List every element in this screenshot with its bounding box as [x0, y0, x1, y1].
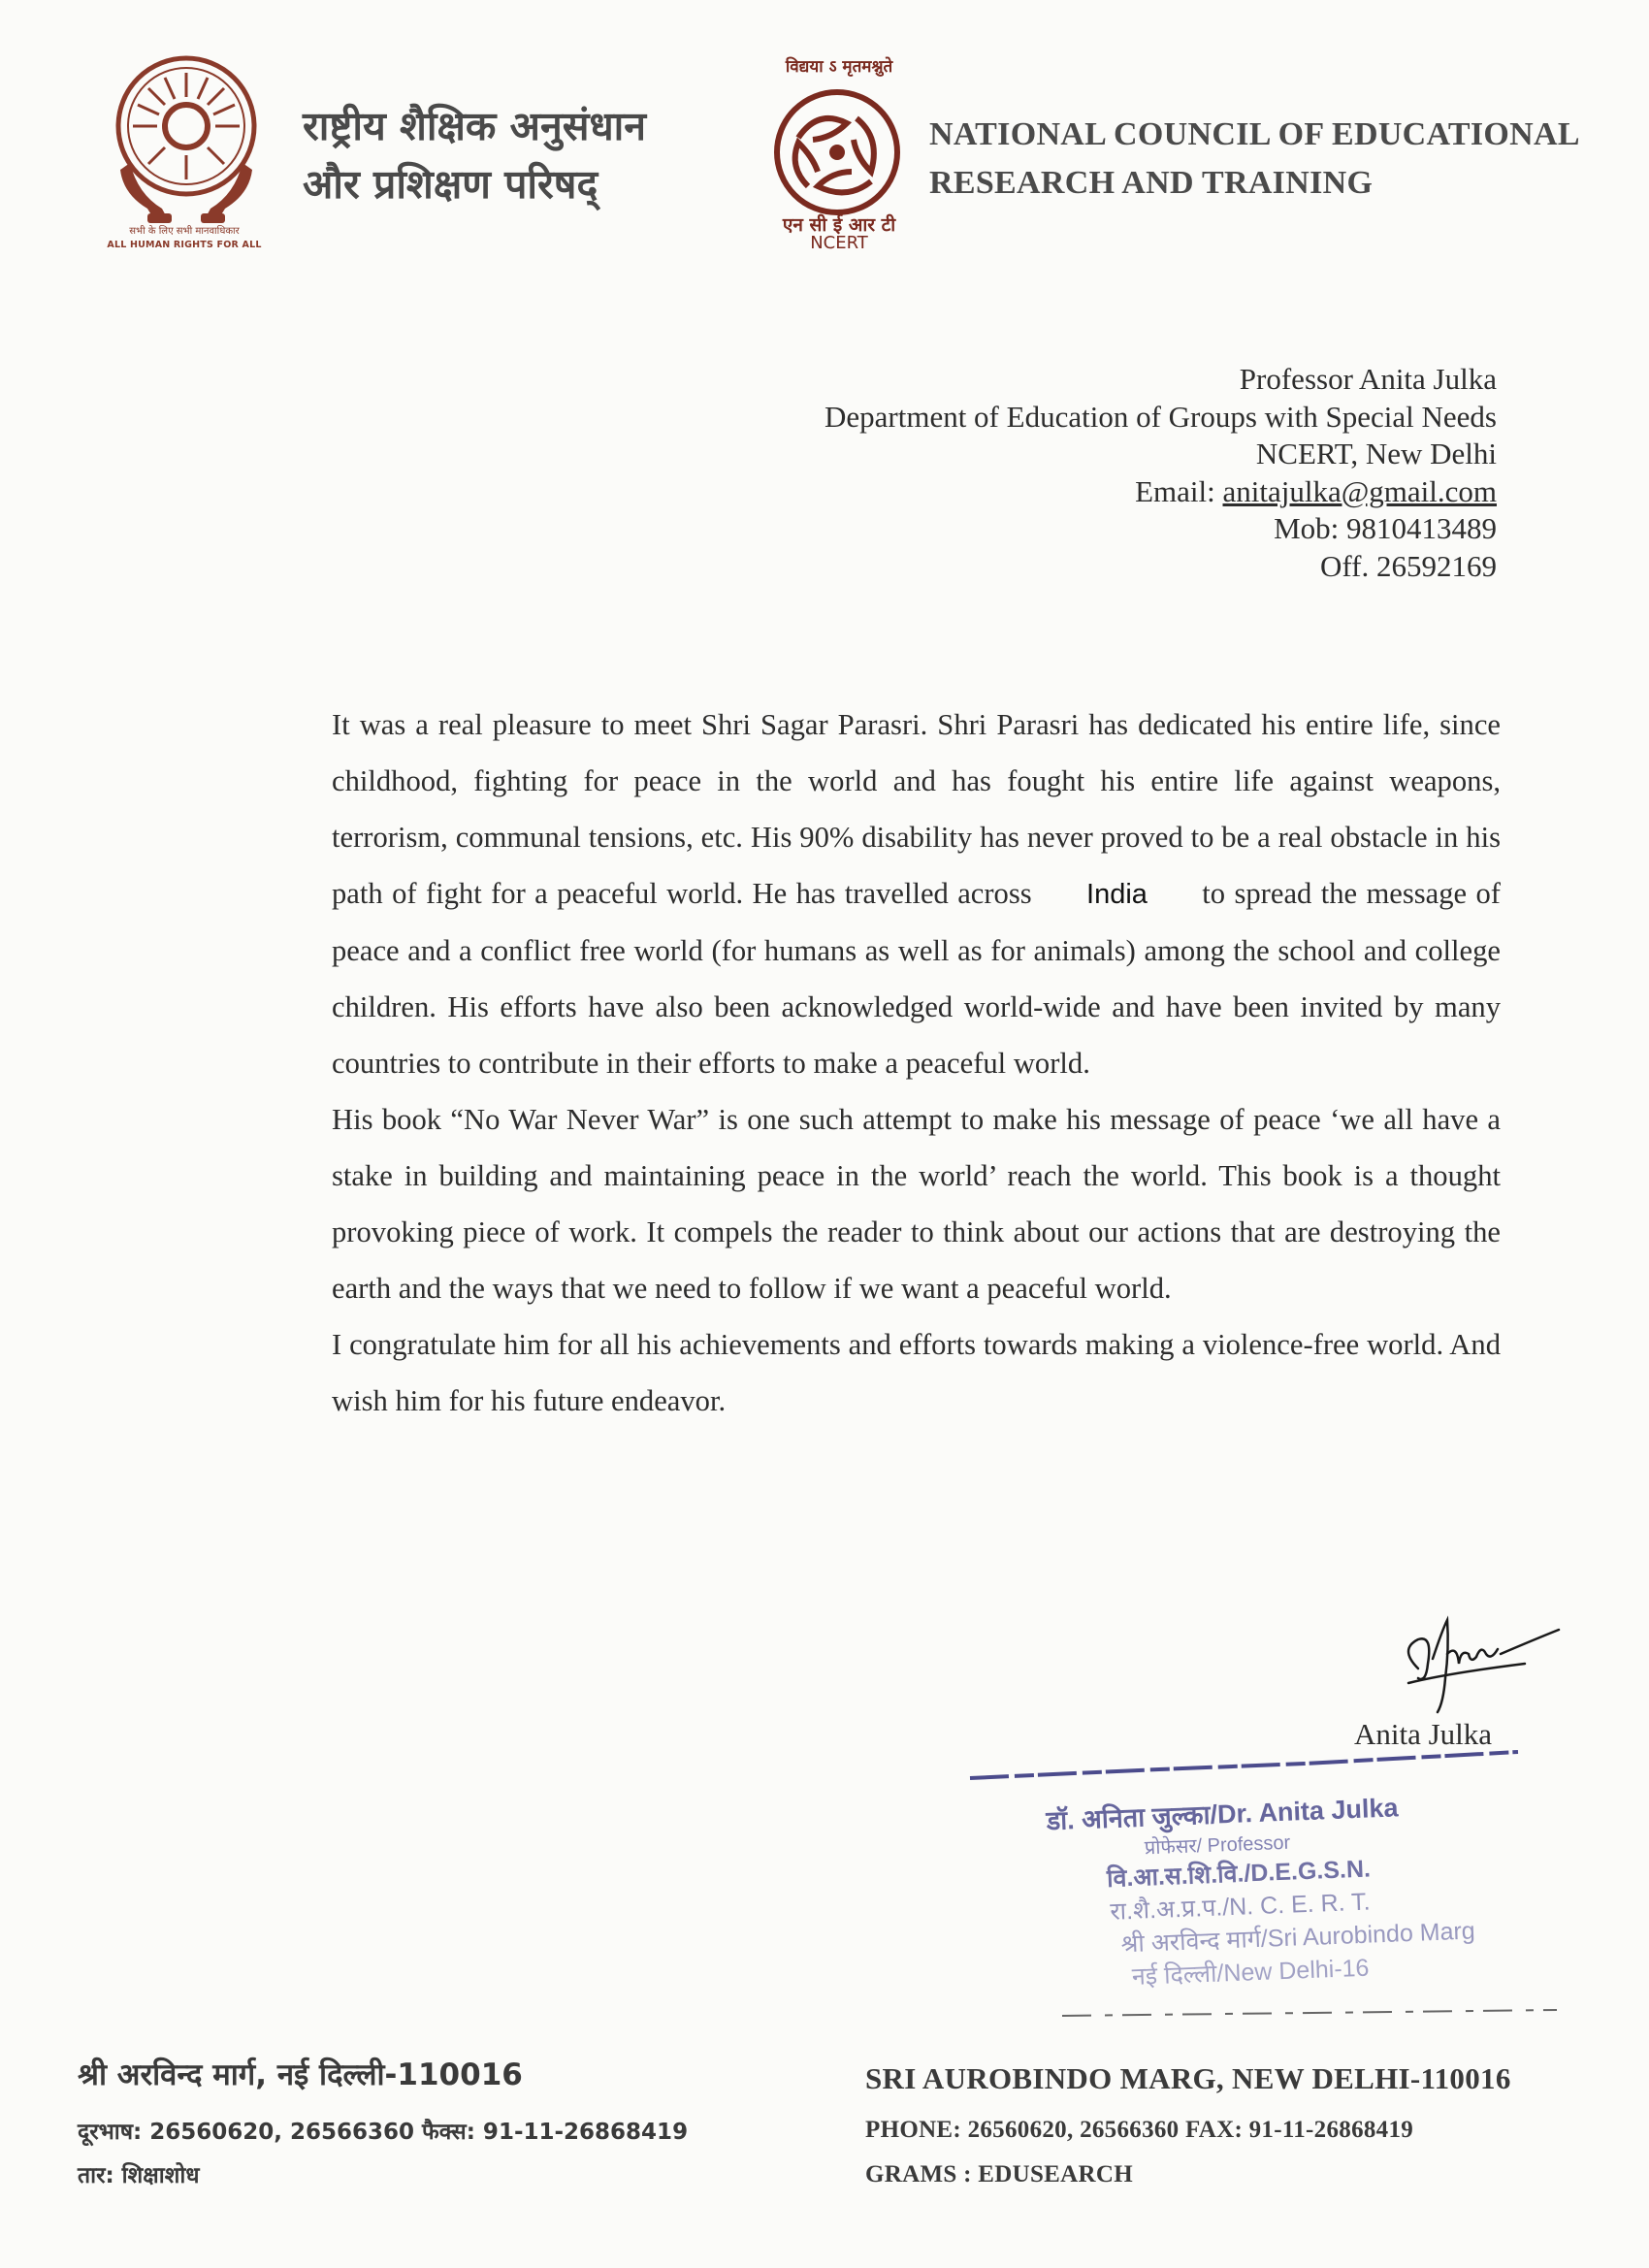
letter-paragraph-3: I congratulate him for all his achievements and efforts towards making a violence-free world. And wish him for his future endeavor. — [332, 1328, 1501, 1417]
left-logo-caption — [97, 225, 272, 252]
sender-email-line — [824, 473, 1497, 511]
ncert-motto: विद्यया ऽ मृतमश्नुते — [785, 57, 893, 77]
org-name-english-line1: NATIONAL COUNCIL OF EDUCATIONAL — [929, 116, 1580, 152]
stamp-top-rule — [965, 1744, 1523, 1783]
footer-phone-english: PHONE: 26560620, 26566360 FAX: 91-11-26868419 — [865, 2117, 1414, 2143]
footer-address-hindi: श्री अरविन्द मार्ग, नई दिल्ली-110016 — [78, 2057, 523, 2092]
sender-department: Department of Education of Groups with Special Needs — [824, 399, 1497, 434]
ncert-logo — [764, 80, 910, 225]
letter-body — [332, 697, 1501, 1429]
sender-contact-block — [824, 361, 1497, 585]
signatory-name: Anita Julka — [1354, 1717, 1493, 1751]
p1-text-after: to spread the message of peace and a conflict free world (for humans as well as for animals) among the school and college children. His efforts have also been acknowledged world-wide and have been invited by many countries to contribute in their efforts to make a peaceful world. — [332, 877, 1501, 1080]
org-name-english — [929, 111, 1580, 208]
handwritten-signature — [1389, 1610, 1564, 1717]
letter-paragraph-2: His book “No War Never War” is one such attempt to make his message of peace ‘we all have a stake in building and maintaining peace in the world’ reach the world. This book is a thought provoking piece of work. It compels the reader to think about our actions that are destroying the earth and the ways that we need to follow if we want a peaceful world. — [332, 1103, 1501, 1305]
ncert-hindi-acronym: एन सी ई आर टी — [782, 214, 896, 236]
stamp-line-street: श्री अरविन्द मार्ग/Sri Aurobindo Marg — [1120, 1917, 1476, 1959]
stamp-line-city: नई दिल्ली/New Delhi-16 — [1131, 1954, 1370, 1992]
stamp-line-designation: प्रोफेसर/ Professor — [1144, 1831, 1291, 1860]
org-name-english-line2: RESEARCH AND TRAINING — [929, 165, 1374, 201]
sender-office-phone: Off. 26592169 — [1320, 548, 1497, 583]
footer-phone-hindi: दूरभाष: 26560620, 26566360 फैक्स: 91-11-26868419 — [78, 2120, 689, 2145]
p1-inserted-word: India — [1086, 879, 1148, 910]
footer-grams-english: GRAMS : EDUSEARCH — [865, 2161, 1133, 2187]
p1-text-before: It was a real pleasure to meet Shri Sagar Parasri. Shri Parasri has dedicated his entire life, since childhood, fighting for peace in the world and has fought his entire life against weapons, terrorism, communal tensions, etc. His 90% disability has never proved to be a real obstacle in his path of fight for a peaceful world. He has travelled across — [332, 708, 1501, 910]
email-link[interactable]: anitajulka@gmail.com — [1222, 473, 1497, 508]
org-name-hindi-line2: और प्रशिक्षण परिषद् — [303, 161, 598, 208]
footer-grams-hindi: तार: शिक्षाशोध — [78, 2163, 200, 2188]
footer-address-english: SRI AUROBINDO MARG, NEW DELHI-110016 — [865, 2061, 1511, 2095]
stamp-line-name: डॉ. अनिता जुल्का/Dr. Anita Julka — [1046, 1793, 1400, 1836]
left-logo-caption-hindi: सभी के लिए सभी मानवाधिकार — [129, 226, 240, 237]
sender-mobile: Mob: 9810413489 — [1274, 511, 1497, 545]
sender-org: NCERT, New Delhi — [1255, 437, 1497, 470]
stamp-line-organization: रा.शै.अ.प्र.प./N. C. E. R. T. — [1109, 1888, 1372, 1926]
org-name-hindi-line1: राष्ट्रीय शैक्षिक अनुसंधान — [303, 103, 647, 149]
left-logo-caption-english: ALL HUMAN RIGHTS FOR ALL — [107, 240, 262, 250]
stamp-line-department: वि.आ.स.शि.वि./D.E.G.S.N. — [1106, 1855, 1372, 1893]
sender-name: Professor Anita Julka — [1239, 362, 1497, 396]
letter-paragraph-1 — [332, 697, 1501, 1091]
ncert-english-acronym: NCERT — [810, 233, 868, 253]
email-label: Email: — [1135, 473, 1223, 508]
org-name-hindi — [303, 97, 646, 213]
stamp-bottom-rule — [1057, 2008, 1562, 2020]
official-stamp — [1028, 1785, 1481, 1996]
